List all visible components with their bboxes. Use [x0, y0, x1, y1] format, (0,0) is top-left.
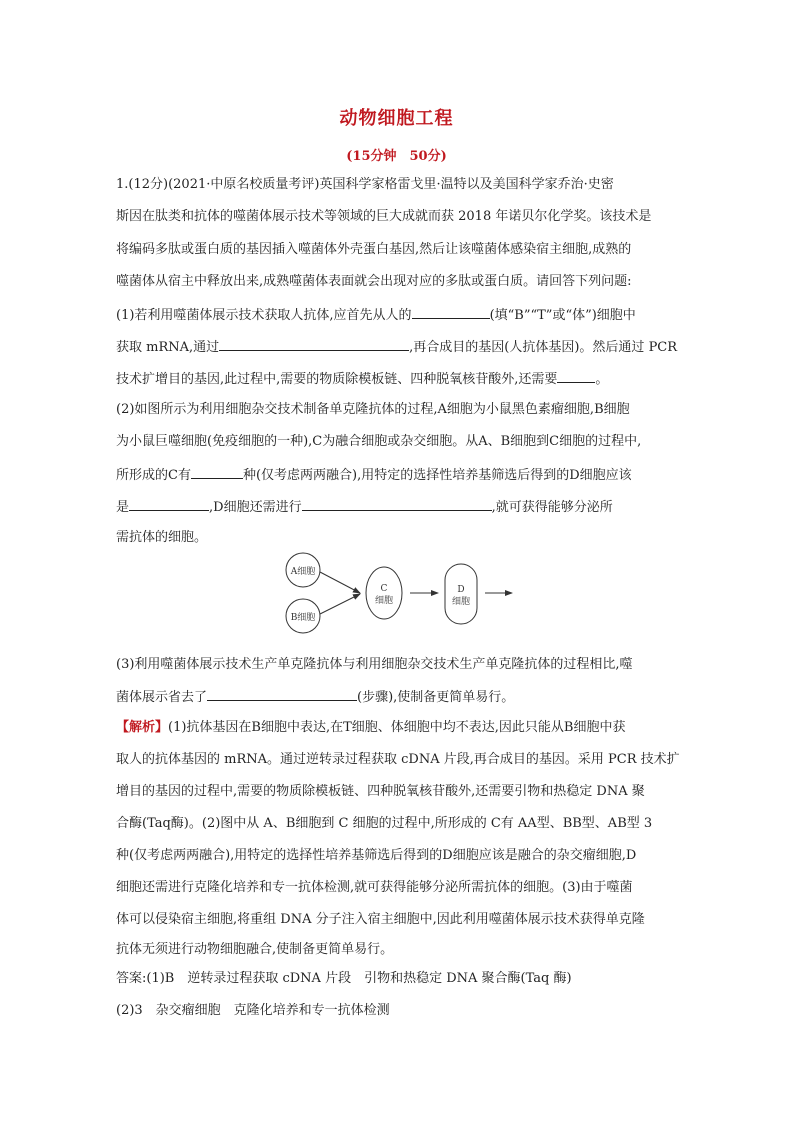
question-part1-line [116, 369, 686, 389]
analysis-line: 取人的抗体基因的 mRNA。通过逆转录过程获取 cDNA 片段,再合成目的基因。采用 PCR 技术扩 [116, 752, 680, 767]
cell-c-label: 细胞 [374, 596, 394, 606]
analysis-line: 增目的基因的过程中,需要的物质除模板链、四种脱氧核苷酸外,还需要引物和热稳定 DNA 聚 [116, 784, 645, 799]
analysis-line [116, 719, 686, 737]
text-segment: 种(仅考虑两两融合),用特定的选择性培养基筛选后得到的D细胞应该 [242, 468, 632, 483]
question-part2-line: (2)如图所示为利用细胞杂交技术制备单克隆抗体的过程,A细胞为小鼠黑色素瘤细胞,B细胞 [116, 402, 630, 417]
answer-blank[interactable] [302, 497, 492, 511]
cell-d-label: 细胞 [451, 597, 471, 607]
analysis-line: 合酶(Taq酶)。(2)图中从 A、B细胞到 C 细胞的过程中,所形成的 C有 AA型、BB型、AB型 3 [116, 816, 653, 831]
text-segment: 所形成的C有 [116, 468, 191, 483]
question-part2-line: 为小鼠巨噬细胞(免疫细胞的一种),C为融合细胞或杂交细胞。从A、B细胞到C细胞的过程中, [116, 434, 642, 449]
cell-d [445, 564, 477, 624]
cell-b [286, 599, 320, 633]
fusion-arrow-b [320, 594, 360, 614]
analysis-line: 细胞还需进行克隆化培养和专一抗体检测,就可获得能够分泌所需抗体的细胞。(3)由于噬菌 [116, 880, 633, 895]
text-segment: (填“B”“T”或“体”)细胞中 [489, 308, 636, 323]
cell-c [366, 567, 402, 619]
answer-blank[interactable] [219, 337, 409, 351]
question-line: 斯因在肽类和抗体的噬菌体展示技术等领域的巨大成就而获 2018 年诺贝尔化学奖。该技术是 [116, 209, 652, 224]
cell-c-label: C [380, 584, 388, 594]
question-line: 将编码多肽或蛋白质的基因插入噬菌体外壳蛋白基因,然后让该噬菌体感染宿主细胞,成熟的 [116, 242, 632, 257]
text-segment: 是 [116, 500, 130, 515]
analysis-line: 体可以侵染宿主细胞,将重组 DNA 分子注入宿主细胞中,因此利用噬菌体展示技术获得单克隆 [116, 912, 645, 927]
cell-b-label: B细胞 [290, 613, 316, 623]
answer-blank[interactable] [129, 497, 209, 511]
answer-blank[interactable] [412, 305, 490, 319]
question-part3-line: (3)利用噬菌体展示技术生产单克隆抗体与利用细胞杂交技术生产单克隆抗体的过程相比,噬 [116, 657, 633, 672]
answer-line: (2)3 杂交瘤细胞 克隆化培养和专一抗体检测 [116, 1003, 390, 1018]
analysis-line: 抗体无须进行动物细胞融合,使制备更简单易行。 [116, 942, 394, 957]
text-segment: 。 [595, 372, 609, 387]
question-part2-line [116, 497, 686, 517]
question-part1-line [116, 305, 686, 325]
text-segment: (1)若利用噬菌体展示技术获取人抗体,应首先从人的 [116, 308, 412, 323]
text-segment: ,就可获得能够分泌所 [491, 500, 613, 515]
answer-blank[interactable] [191, 465, 243, 479]
text-segment: 技术扩增目的基因,此过程中,需要的物质除模板链、四种脱氧核苷酸外,还需要 [116, 372, 558, 387]
fusion-arrow-a [320, 572, 360, 593]
text-segment: (1)抗体基因在B细胞中表达,在T细胞、体细胞中均不表达,因此只能从B细胞中获 [168, 720, 626, 735]
page-title: 动物细胞工程 [339, 108, 454, 129]
question-part2-line: 需抗体的细胞。 [116, 530, 208, 545]
analysis-tag: 【解析】 [116, 720, 169, 735]
cell-a-label: A细胞 [290, 567, 316, 577]
cell-fusion-diagram [280, 548, 520, 638]
text-segment: (步骤),使制备更简单易行。 [357, 690, 515, 705]
question-part3-line [116, 687, 686, 707]
question-line: 噬菌体从宿主中释放出来,成熟噬菌体表面就会出现对应的多肽或蛋白质。请回答下列问题: [116, 274, 632, 289]
question-line: 1.(12分)(2021·中原名校质量考评)英国科学家格雷戈里·温特以及美国科学家乔治·史密 [116, 177, 614, 192]
text-segment: ,再合成目的基因(人抗体基因)。然后通过 PCR [409, 340, 678, 355]
analysis-line: 种(仅考虑两两融合),用特定的选择性培养基筛选后得到的D细胞应该是融合的杂交瘤细胞,D [116, 848, 637, 863]
text-segment: 菌体展示省去了 [116, 690, 208, 705]
cell-a [286, 553, 320, 587]
answer-blank[interactable] [207, 687, 357, 701]
text-segment: 获取 mRNA,通过 [116, 340, 220, 355]
answer-line: 答案:(1)B 逆转录过程获取 cDNA 片段 引物和热稳定 DNA 聚合酶(Taq 酶) [116, 971, 572, 986]
text-segment: ,D细胞还需进行 [209, 500, 302, 515]
question-part1-line [116, 337, 686, 357]
answer-blank[interactable] [557, 369, 595, 383]
page-subtitle: (15分钟 50分) [346, 149, 447, 164]
question-part2-line [116, 465, 686, 485]
cell-d-label: D [457, 585, 465, 595]
